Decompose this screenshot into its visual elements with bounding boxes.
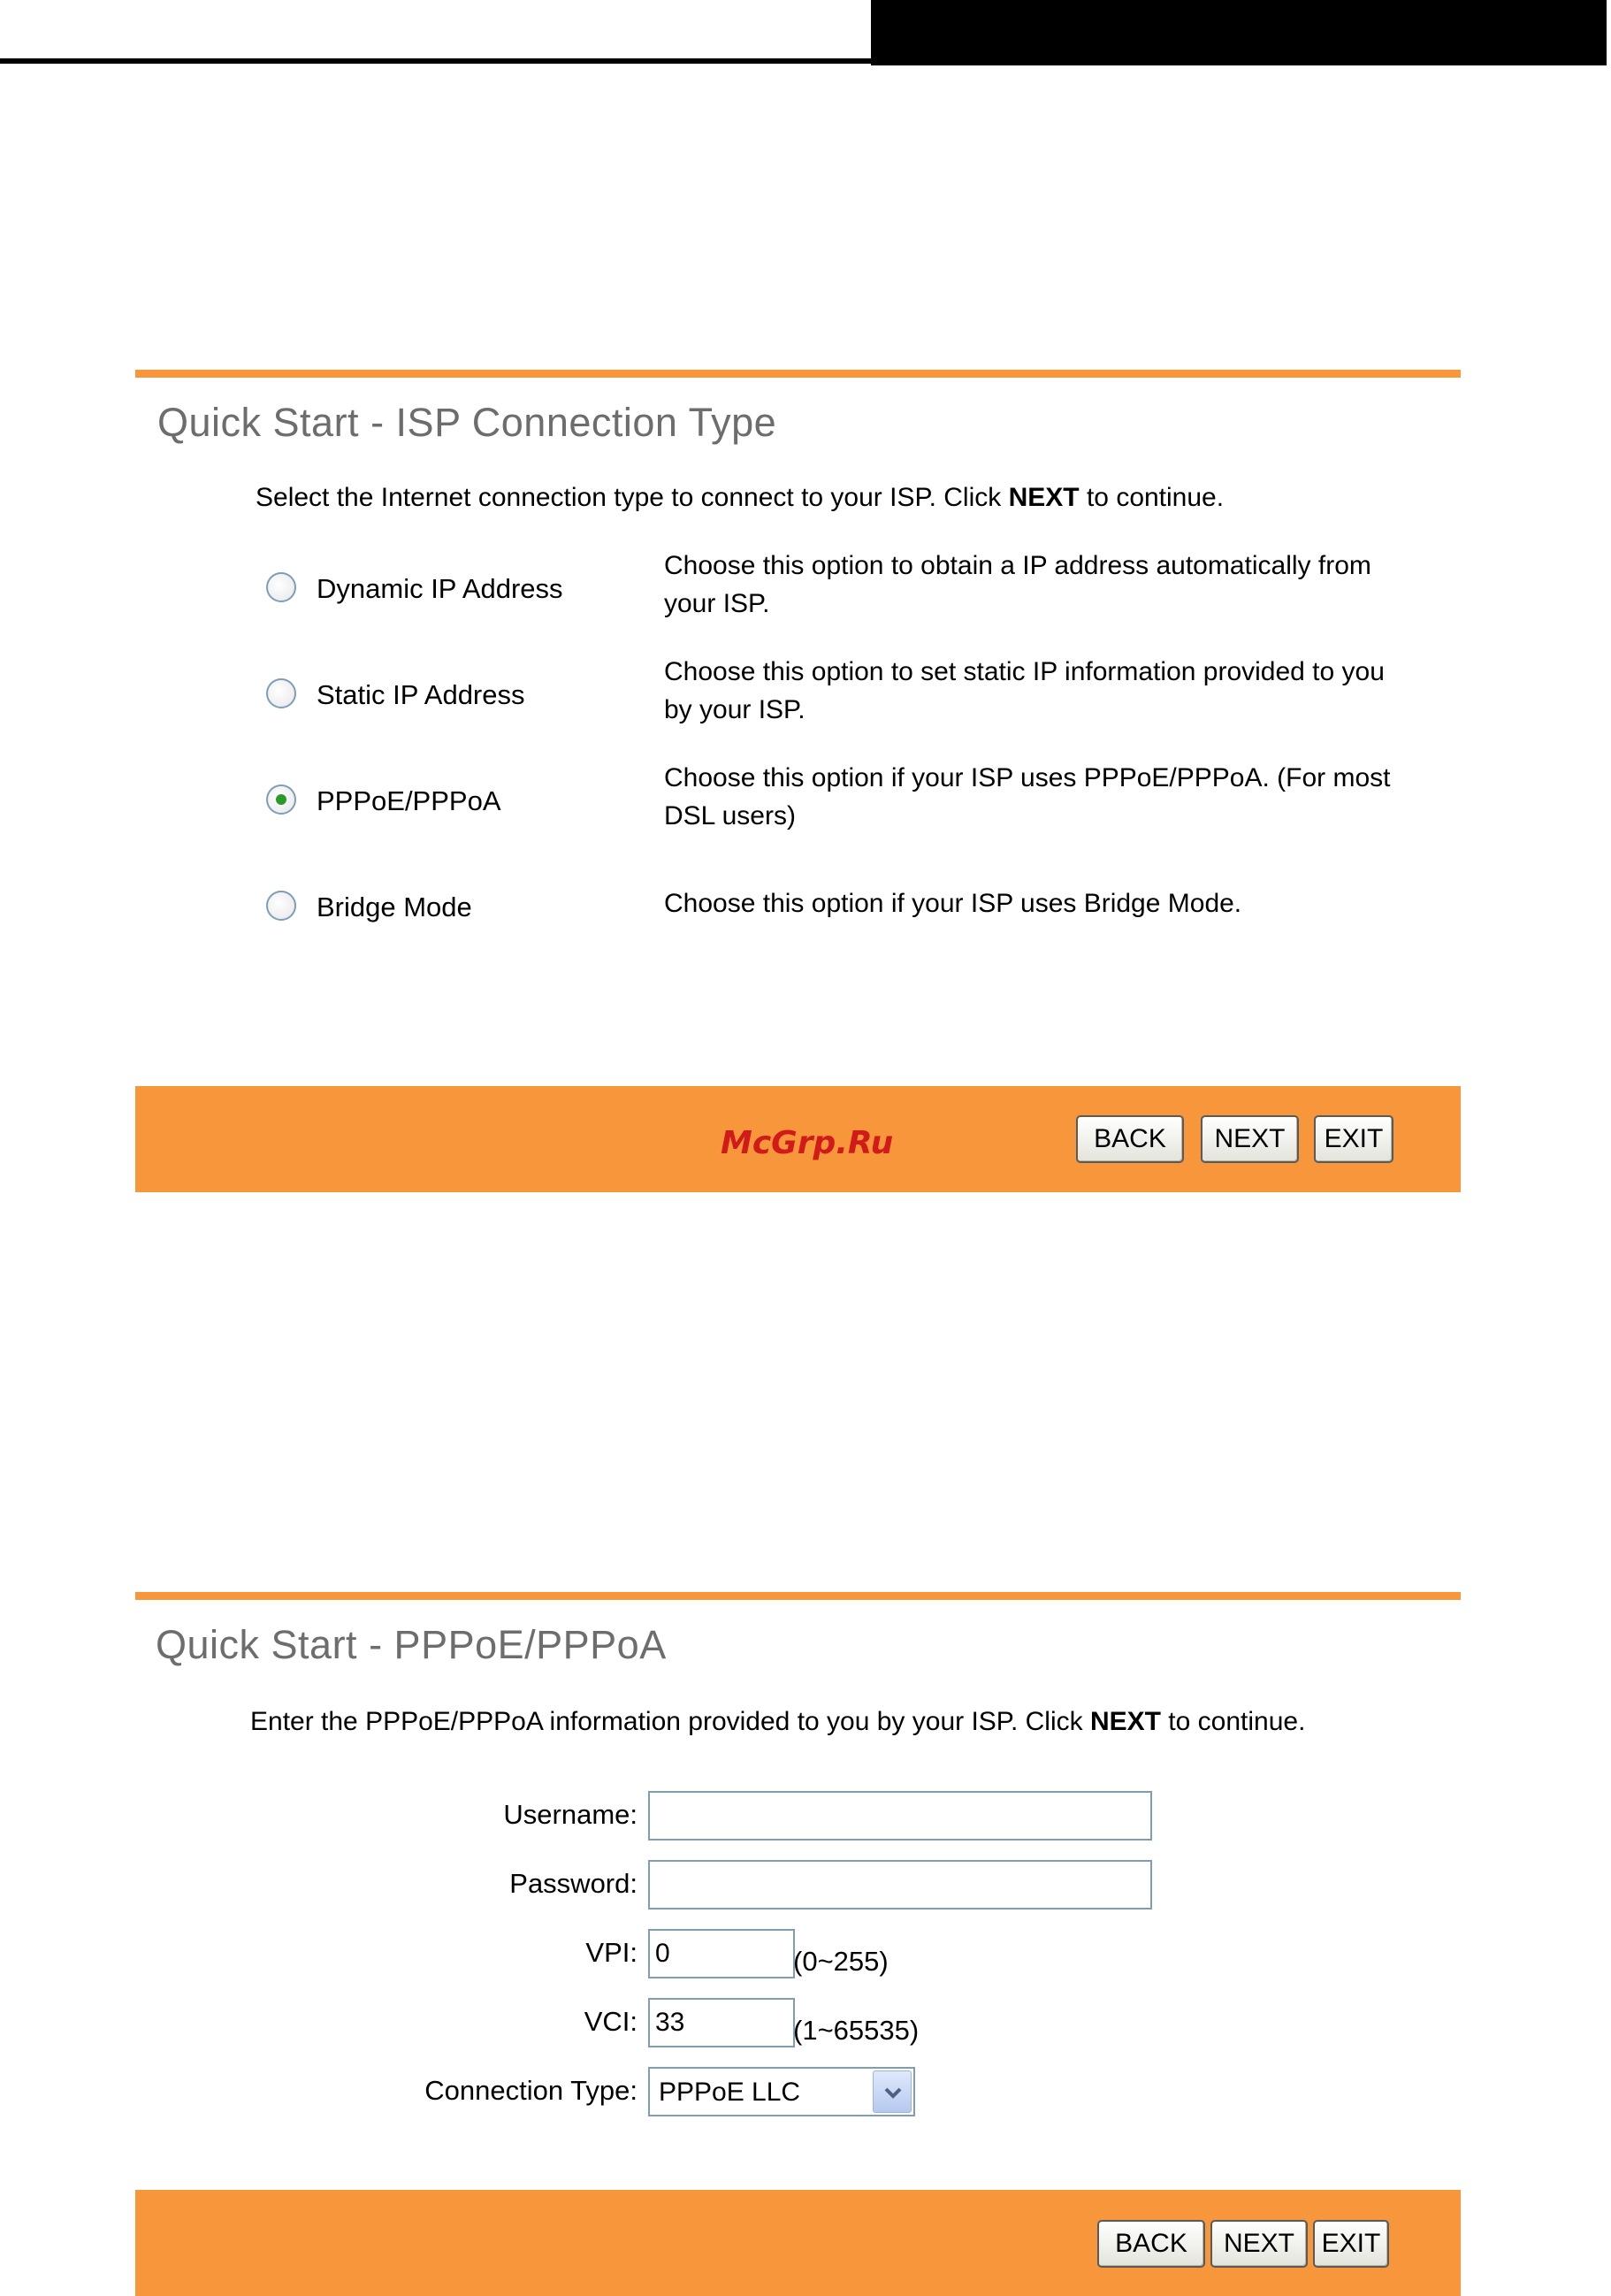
pppoe-pppoa-panel bbox=[135, 1592, 1461, 2296]
dynamic-ip-radio[interactable] bbox=[266, 572, 296, 602]
exit-button[interactable]: EXIT bbox=[1314, 1115, 1393, 1163]
password-input[interactable] bbox=[648, 1860, 1152, 1910]
option-pppoe-pppoa bbox=[135, 759, 1461, 830]
option-label: Dynamic IP Address bbox=[317, 573, 563, 604]
username-input[interactable] bbox=[648, 1791, 1152, 1841]
vci-range-hint: (1~65535) bbox=[793, 2015, 920, 2046]
pppoe-pppoa-radio[interactable] bbox=[266, 784, 296, 815]
header-black-block bbox=[871, 0, 1607, 65]
option-static-ip bbox=[135, 653, 1461, 723]
option-dynamic-ip bbox=[135, 547, 1461, 617]
header-rule bbox=[0, 58, 871, 64]
panel-top-bar bbox=[135, 370, 1461, 378]
option-bridge-mode bbox=[135, 865, 1461, 936]
vpi-input[interactable] bbox=[648, 1929, 795, 1978]
panel-top-bar bbox=[135, 1592, 1461, 1600]
exit-button[interactable]: EXIT bbox=[1313, 2220, 1389, 2268]
vci-input[interactable] bbox=[648, 1998, 795, 2047]
password-label: Password: bbox=[509, 1868, 638, 1899]
static-ip-radio[interactable] bbox=[266, 678, 296, 708]
option-label: PPPoE/PPPoA bbox=[317, 785, 501, 816]
username-label: Username: bbox=[503, 1799, 638, 1830]
instructions: Enter the PPPoE/PPPoA information provided to you by your ISP. Click NEXT to continue. bbox=[250, 1707, 1306, 1736]
button-bar bbox=[135, 1086, 1461, 1192]
watermark: McGrp.Ru bbox=[721, 1125, 894, 1161]
option-label: Static IP Address bbox=[317, 679, 525, 710]
next-button[interactable]: NEXT bbox=[1210, 2220, 1308, 2268]
option-description: Choose this option if your ISP uses Bridge Mode. bbox=[664, 889, 1242, 918]
vpi-range-hint: (0~255) bbox=[793, 1946, 889, 1977]
option-label: Bridge Mode bbox=[317, 892, 472, 922]
back-button[interactable]: BACK bbox=[1097, 2220, 1205, 2268]
connection-type-value: PPPoE LLC bbox=[659, 2078, 801, 2107]
back-button[interactable]: BACK bbox=[1076, 1115, 1184, 1163]
instructions: Select the Internet connection type to connect to your ISP. Click NEXT to continue. bbox=[256, 483, 1225, 512]
connection-type-label: Connection Type: bbox=[424, 2075, 638, 2106]
connection-type-select[interactable] bbox=[648, 2067, 915, 2116]
option-description: Choose this option to obtain a IP address automatically from your ISP. bbox=[664, 551, 1371, 618]
option-description: Choose this option if your ISP uses PPPoE/PPPoA. (For most DSL users) bbox=[664, 763, 1391, 830]
next-button[interactable]: NEXT bbox=[1201, 1115, 1299, 1163]
vpi-label: VPI: bbox=[585, 1937, 638, 1968]
page-title: Quick Start - PPPoE/PPPoA bbox=[156, 1622, 667, 1667]
vci-label: VCI: bbox=[584, 2006, 638, 2037]
bridge-mode-radio[interactable] bbox=[266, 891, 296, 921]
chevron-down-icon[interactable] bbox=[873, 2070, 912, 2113]
isp-connection-type-panel bbox=[135, 370, 1461, 1192]
page-title: Quick Start - ISP Connection Type bbox=[157, 400, 777, 445]
option-description: Choose this option to set static IP information provided to you by your ISP. bbox=[664, 657, 1385, 724]
button-bar bbox=[135, 2190, 1461, 2296]
